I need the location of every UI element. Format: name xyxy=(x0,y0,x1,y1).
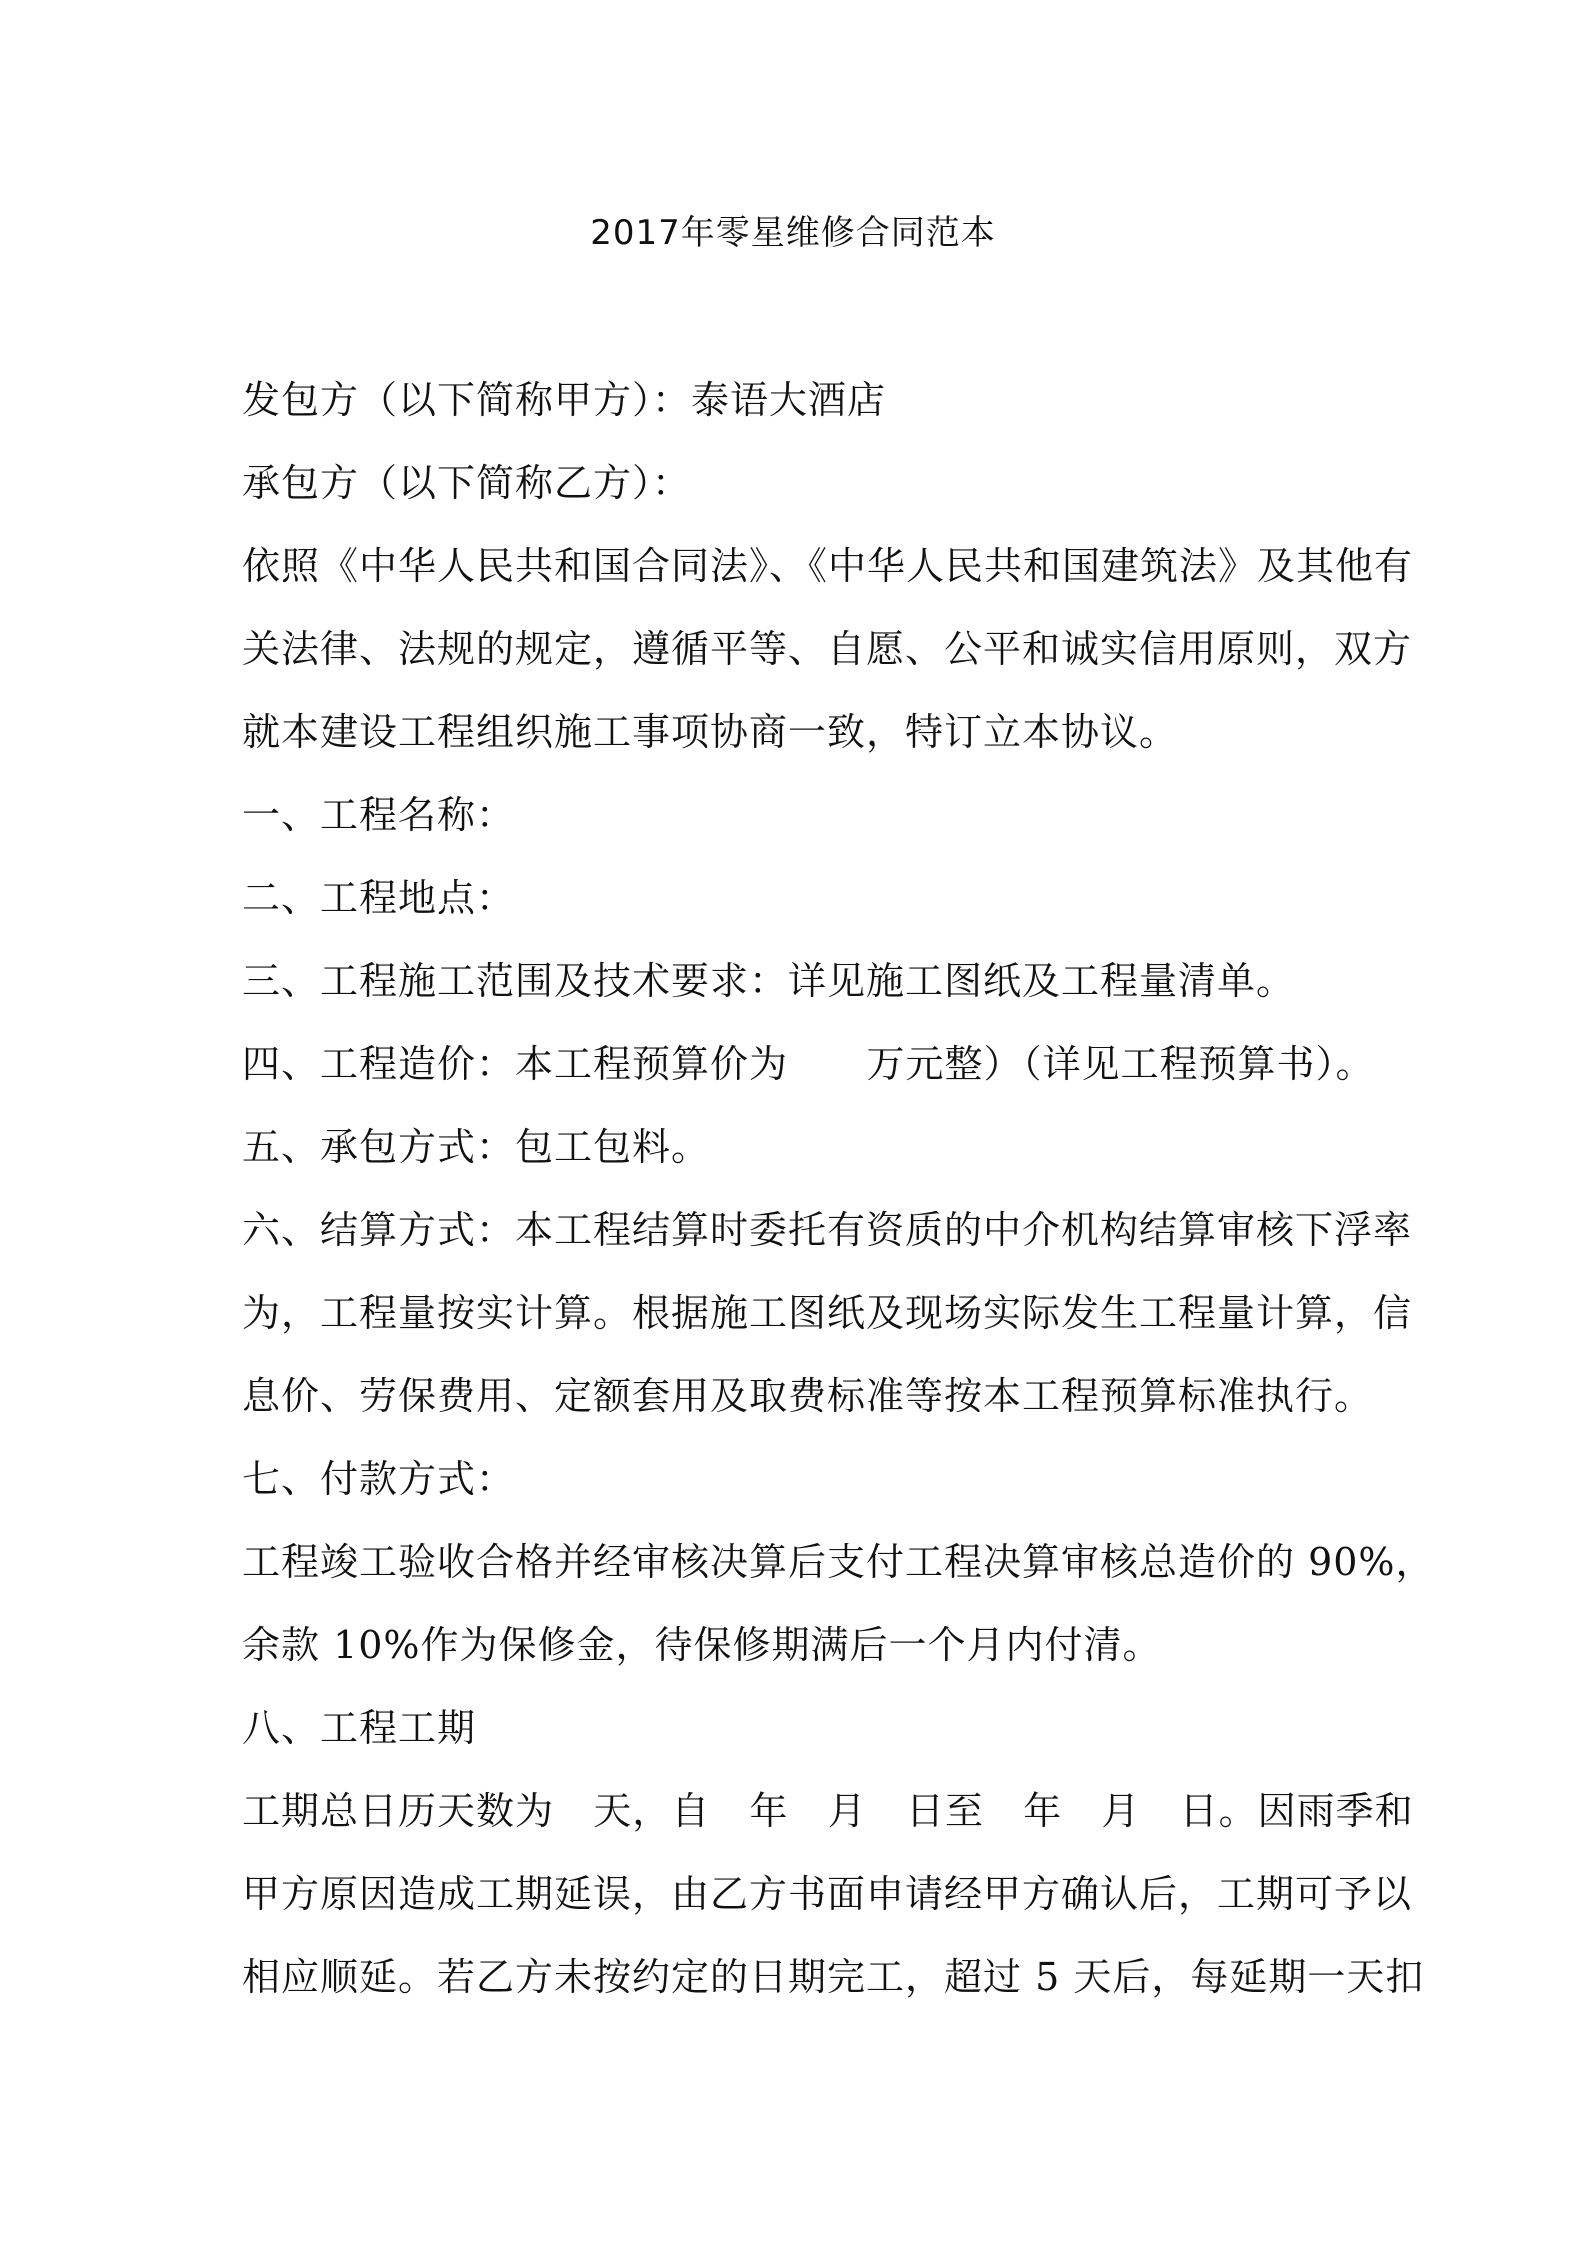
clause-payment-line-1: 工程竣工验收合格并经审核决算后支付工程决算审核总造价的 90%， xyxy=(242,1540,1435,1584)
clause-project-name: 一、工程名称： xyxy=(242,793,516,837)
preamble-line-3: 就本建设工程组织施工事项协商一致，特订立本协议。 xyxy=(242,710,1179,754)
clause-payment-line-2: 余款 10%作为保修金，待保修期满后一个月内付清。 xyxy=(242,1623,1162,1667)
clause-contract-method: 五、承包方式：包工包料。 xyxy=(242,1125,711,1169)
preamble-line-1: 依照《中华人民共和国合同法》、《中华人民共和国建筑法》及其他有 xyxy=(242,544,1414,588)
clause-schedule-heading: 八、工程工期 xyxy=(242,1706,477,1750)
party-a-line: 发包方（以下简称甲方）：泰语大酒店 xyxy=(242,378,887,422)
clause-schedule-line-1: 工期总日历天数为 天，自 年 月 日至 年 月 日。因雨季和 xyxy=(242,1789,1414,1833)
preamble-line-2: 关法律、法规的规定，遵循平等、自愿、公平和诚实信用原则，双方 xyxy=(242,627,1413,671)
clause-settlement-line-1: 六、结算方式：本工程结算时委托有资质的中介机构结算审核下浮率 xyxy=(242,1208,1413,1252)
clause-payment-heading: 七、付款方式： xyxy=(242,1457,516,1501)
clause-settlement-line-2: 为，工程量按实计算。根据施工图纸及现场实际发生工程量计算，信 xyxy=(242,1291,1413,1335)
clause-settlement-line-3: 息价、劳保费用、定额套用及取费标准等按本工程预算标准执行。 xyxy=(242,1374,1374,1418)
clause-cost: 四、工程造价：本工程预算价为 万元整）（详见工程预算书）。 xyxy=(242,1042,1375,1086)
clause-project-location: 二、工程地点： xyxy=(242,876,516,920)
clause-schedule-line-3: 相应顺延。若乙方未按约定的日期完工，超过 5 天后，每延期一天扣 xyxy=(242,1955,1425,1999)
party-b-line: 承包方（以下简称乙方）： xyxy=(242,461,692,505)
contract-body xyxy=(242,374,1435,2034)
clause-schedule-line-2: 甲方原因造成工期延误，由乙方书面申请经甲方确认后，工期可予以 xyxy=(242,1872,1413,1916)
document-title: 2017年零星维修合同范本 xyxy=(590,213,996,253)
clause-scope: 三、工程施工范围及技术要求：详见施工图纸及工程量清单。 xyxy=(242,959,1296,1003)
